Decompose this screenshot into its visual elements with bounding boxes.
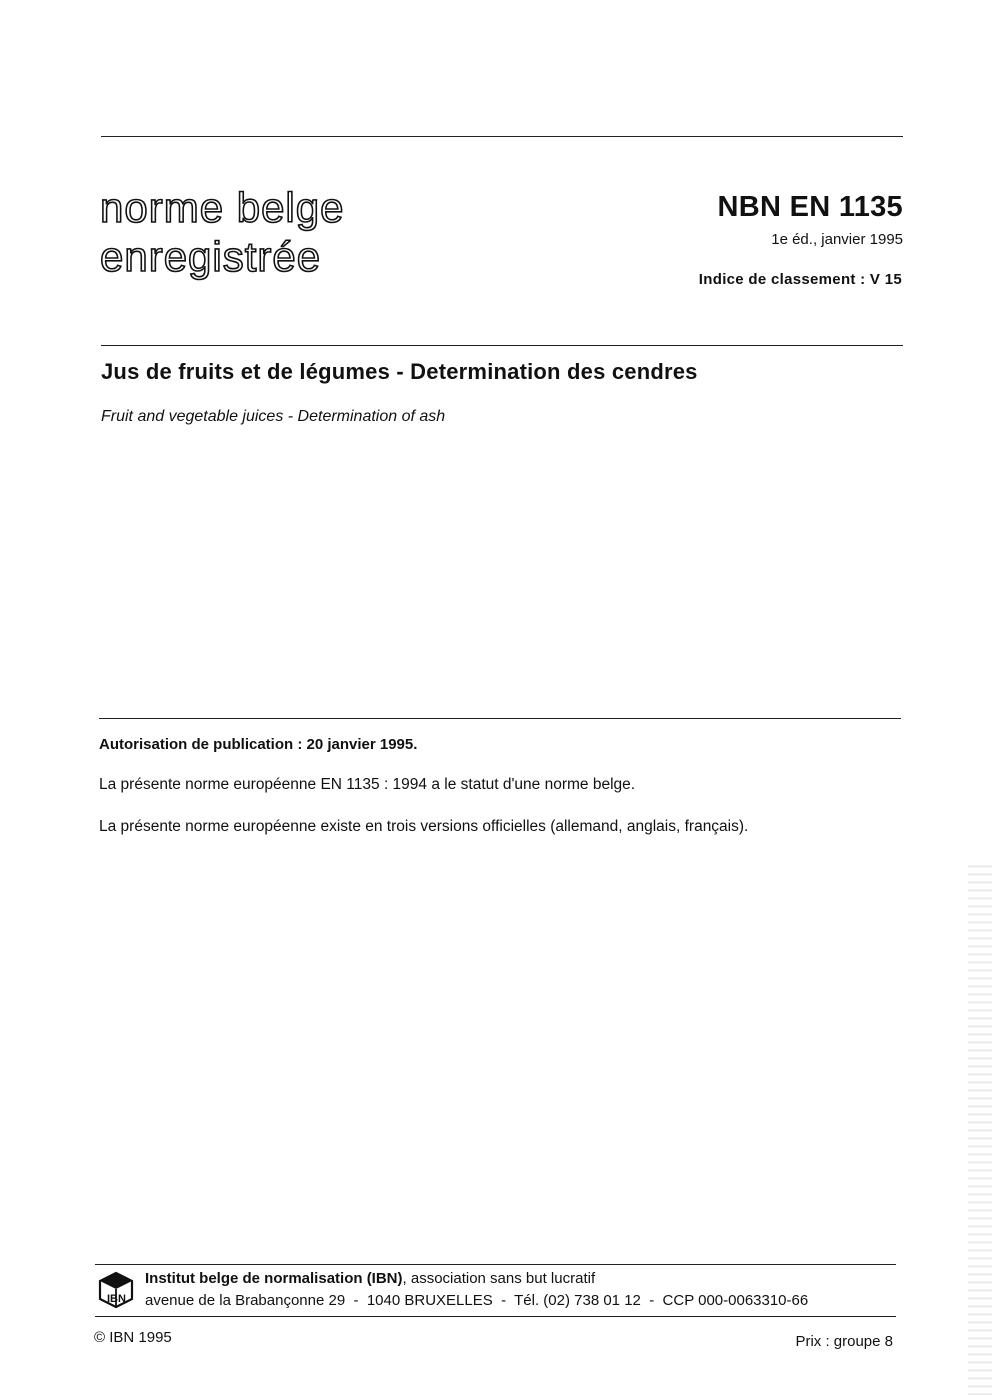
scan-edge-noise xyxy=(968,860,992,1395)
price-group: Prix : groupe 8 xyxy=(795,1333,893,1350)
footer-top-rule xyxy=(95,1264,896,1265)
body-rule xyxy=(99,718,901,719)
status-statement: La présente norme européenne EN 1135 : 1994 a le statut d'une norme belge. xyxy=(99,776,636,793)
publication-authorization: Autorisation de publication : 20 janvier 1995. xyxy=(99,736,418,753)
svg-text:IBN: IBN xyxy=(107,1293,126,1305)
classification-index: Indice de classement : V 15 xyxy=(698,271,902,288)
institute-description: , association sans but lucratif xyxy=(402,1270,596,1287)
copyright: © IBN 1995 xyxy=(94,1329,172,1346)
title-rule xyxy=(101,345,903,346)
top-rule xyxy=(101,136,903,137)
footer-bottom-rule xyxy=(95,1316,896,1317)
enregistree-heading: enregistrée xyxy=(100,233,322,280)
document-title: Jus de fruits et de légumes - Determination des cendres xyxy=(101,359,698,384)
norme-belge-heading: norme belge xyxy=(100,184,345,231)
english-title: Fruit and vegetable juices - Determination of ash xyxy=(101,408,446,425)
institute-name: Institut belge de normalisation (IBN) xyxy=(145,1270,403,1287)
edition-date: 1e éd., janvier 1995 xyxy=(771,231,903,248)
ibn-logo-icon xyxy=(97,1271,135,1309)
institute-address: avenue de la Brabançonne 29 - 1040 BRUXELLES - Tél. (02) 738 01 12 - CCP 000-0063310-66 xyxy=(145,1292,809,1309)
standard-number: NBN EN 1135 xyxy=(717,191,903,223)
institute-line xyxy=(145,1270,595,1287)
versions-statement: La présente norme européenne existe en trois versions officielles (allemand, anglais, français). xyxy=(99,818,749,835)
